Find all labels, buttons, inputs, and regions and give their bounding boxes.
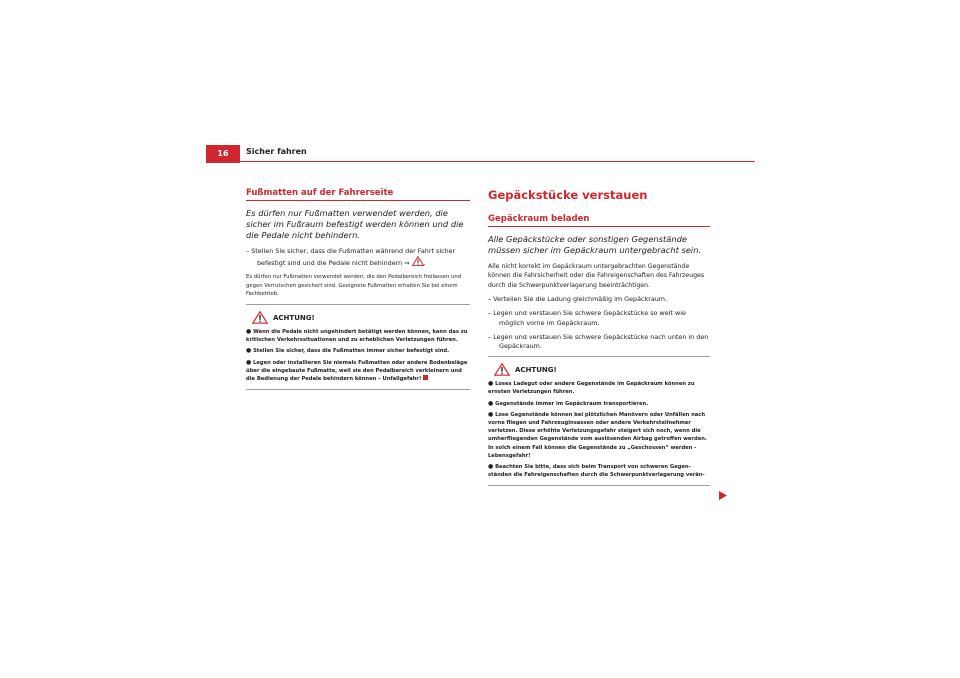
header-divider: [206, 161, 755, 162]
warning-item: ● Stellen Sie sicher, dass die Fußmatten immer sicher befestigt sind.: [246, 347, 450, 355]
bullet-icon: ●: [488, 380, 494, 388]
warning-triangle-icon: [412, 256, 424, 266]
warning-item: ● Beachten Sie bitte, dass sich beim Transport von schweren Gegenständen die Fahreigenschaften durch die Schwerpunktverlagerung verän-: [488, 463, 705, 479]
bullet-icon: ●: [488, 463, 494, 471]
paragraph-floor-mats: Es dürfen nur Fußmatten verwendet werden, die den Pedalbereich freilassen und gegen Verrutschen gesichert sind. Geeignete Fußmatten erhalten Sie bei einem Fachbetrieb.: [246, 274, 462, 297]
step-item: – Legen und verstauen Sie schwere Gepäckstücke so weit wie möglich vorne im Gepäckraum.: [488, 309, 686, 327]
bullet-icon: ●: [246, 328, 252, 336]
warning-title: ACHTUNG!: [515, 365, 557, 374]
section-title-loading: Gepäckraum beladen: [488, 214, 710, 227]
bullet-icon: ●: [246, 358, 252, 366]
warning-item: ● Loses Ladegut oder andere Gegenstände im Gepäckraum können zu ernsten Verletzungen führen.: [488, 380, 695, 396]
step-item: – Legen und verstauen Sie schwere Gepäckstücke nach unten in den Gepäckraum.: [488, 332, 709, 351]
intro-floor-mats: Es dürfen nur Fußmatten verwendet werden, die sicher im Fußraum befestigt werden können und die die Pedale nicht behindern.: [246, 208, 464, 240]
warning-item: ● Wenn die Pedale nicht ungehindert betätigt werden können, kann das zu kritischen Verkehrssituationen und zu erheblichen Verletzungen führen.: [246, 328, 468, 344]
paragraph-loading: Alle nicht korrekt im Gepäckraum untergebrachten Gegenstände können die Fahrsicherheit oder die Fahreigenschaften des Fahrzeuges durch die Schwerpunktverlagerung beeinträchtigen.: [488, 263, 705, 289]
warning-item: ● Lose Gegenstände können bei plötzlichen Manövern oder Unfällen nach vorne fliegen und Fahrzeuginsassen oder andere Verkehrsteilnehmer verletzen. Diese erhöhte Verletzungsgefahr steigert sich noch, wenn die umherfliegenden Gegenstände vom auslösenden Airbag getroffen werden. In solch einem Fall können die Gegenstände zu „Geschossen“ werden - Lebensgefahr!: [488, 410, 707, 459]
right-column: [488, 188, 710, 486]
step-text: – Stellen Sie sicher, dass die Fußmatten während der Fahrt sicher befestigt sind und die Pedale nicht behindern ⇒: [246, 247, 456, 268]
end-square-icon: [423, 375, 428, 380]
main-title-luggage: Gepäckstücke verstauen: [488, 188, 648, 202]
page-number: 16: [206, 145, 240, 163]
warning-box: [246, 304, 470, 390]
chapter-title: Sicher fahren: [246, 147, 307, 156]
warning-box: [488, 356, 710, 486]
bullet-icon: ●: [246, 347, 252, 355]
warning-item: ● Gegenstände immer im Gepäckraum transportieren.: [488, 399, 649, 407]
left-column: [246, 188, 470, 390]
step-item: [246, 247, 470, 268]
warning-header: [246, 311, 470, 324]
continue-arrow-icon: [719, 485, 727, 504]
section-title-floor-mats: Fußmatten auf der Fahrerseite: [246, 188, 470, 201]
warning-title: ACHTUNG!: [273, 313, 315, 322]
intro-loading: Alle Gepäckstücke oder sonstigen Gegenstände müssen sicher im Gepäckraum untergebracht sein.: [488, 234, 702, 255]
warning-item: ● Legen oder installieren Sie niemals Fußmatten oder andere Bodenbeläge über die eingebaute Fußmatte, weil sie den Pedalbereich verkleinern und die Bedienung der Pedale behindern können – Unfallgefahr!: [246, 358, 468, 383]
warning-header: [488, 363, 710, 376]
bullet-icon: ●: [488, 399, 494, 407]
warning-triangle-icon: [252, 311, 268, 324]
bullet-icon: ●: [488, 410, 494, 418]
step-item: – Verteilen Sie die Ladung gleichmäßig im Gepäckraum.: [488, 295, 668, 304]
warning-triangle-icon: [494, 363, 510, 376]
step-end: .: [423, 259, 426, 268]
